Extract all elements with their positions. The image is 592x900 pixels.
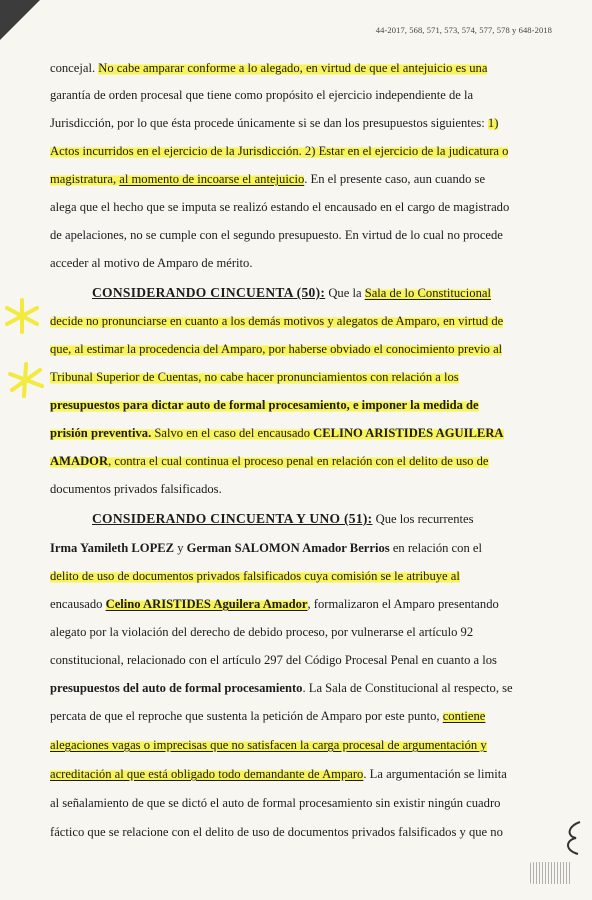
barcode-stamp [530, 862, 572, 884]
text-line: alegato por la violación del derecho de debido proceso, por vulnerarse el artículo 92 [50, 625, 474, 639]
text-line: acreditación al que está obligado todo demandante de Amparo. La argumentación se limita [50, 767, 507, 781]
text-line: constitucional, relacionado con el artículo 297 del Código Procesal Penal en cuanto a los [50, 653, 497, 667]
text-line: presupuestos del auto de formal procesamiento. La Sala de Constitucional al respecto, se [50, 681, 513, 695]
text-line: magistratura, al momento de incoarse el antejuicio. En el presente caso, aun cuando se [50, 172, 486, 186]
text-line: que, al estimar la procedencia del Amparo, por haberse obviado el conocimiento previo al [50, 342, 503, 356]
highlighter-star-icon [6, 360, 46, 400]
text-line: de apelaciones, no se cumple con el segundo presupuesto. En virtud de lo cual no procede [50, 228, 503, 242]
text-line: alega que el hecho que se imputa se realizó estando el encausado en el cargo de magistrado [50, 200, 510, 214]
text-line: Tribunal Superior de Cuentas, no cabe hacer pronunciamientos con relación a los [50, 370, 459, 384]
text-line: documentos privados falsificados. [50, 482, 222, 496]
text-line: encausado Celino ARISTIDES Aguilera Amador, formalizaron el Amparo presentando [50, 597, 499, 611]
text-line: decide no pronunciarse en cuanto a los demás motivos y alegatos de Amparo, en virtud de [50, 314, 504, 328]
section-heading-51: CONSIDERANDO CINCUENTA Y UNO (51): [92, 511, 373, 526]
text-line: AMADOR, contra el cual continua el proceso penal en relación con el delito de uso de [50, 454, 489, 468]
text-line: CONSIDERANDO CINCUENTA (50): Que la Sala de lo Constitucional [92, 285, 491, 300]
text-line: concejal. No cabe amparar conforme a lo alegado, en virtud de que el antejuicio es una [50, 61, 488, 75]
text-line: acceder al motivo de Amparo de mérito. [50, 256, 253, 270]
text-line: fáctico que se relacione con el delito de uso de documentos privados falsificados y que no [50, 825, 503, 839]
text-line: prisión preventiva. Salvo en el caso del encausado CELINO ARISTIDES AGUILERA [50, 426, 504, 440]
text-line: garantía de orden procesal que tiene como propósito el ejercicio independiente de la [50, 88, 474, 102]
handwritten-margin-mark [560, 818, 586, 858]
text-line: al señalamiento de que se dictó el auto de formal procesamiento sin existir ningún cuadro [50, 796, 501, 810]
section-heading-50: CONSIDERANDO CINCUENTA (50): [92, 285, 326, 300]
text-line: delito de uso de documentos privados falsificados cuya comisión se le atribuye al [50, 569, 460, 583]
text-line: Actos incurridos en el ejercicio de la Jurisdicción. 2) Estar en el ejercicio de la judicatura o [50, 144, 509, 158]
text-line: Irma Yamileth LOPEZ y German SALOMON Amador Berrios en relación con el [50, 541, 482, 555]
case-reference-header: 44-2017, 568, 571, 573, 574, 577, 578 y 648-2018 [375, 25, 552, 35]
text-line: Jurisdicción, por lo que ésta procede únicamente si se dan los presupuestos siguientes: 1) [50, 116, 499, 130]
text-line: alegaciones vagas o imprecisas que no satisfacen la carga procesal de argumentación y [50, 738, 487, 752]
highlighter-star-icon [2, 296, 42, 336]
folded-corner [0, 0, 40, 40]
text-line: presupuestos para dictar auto de formal procesamiento, e imponer la medida de [50, 398, 479, 412]
text-line: percata de que el reproche que sustenta la petición de Amparo por este punto, contiene [50, 709, 486, 723]
text-line: CONSIDERANDO CINCUENTA Y UNO (51): Que los recurrentes [92, 511, 474, 526]
